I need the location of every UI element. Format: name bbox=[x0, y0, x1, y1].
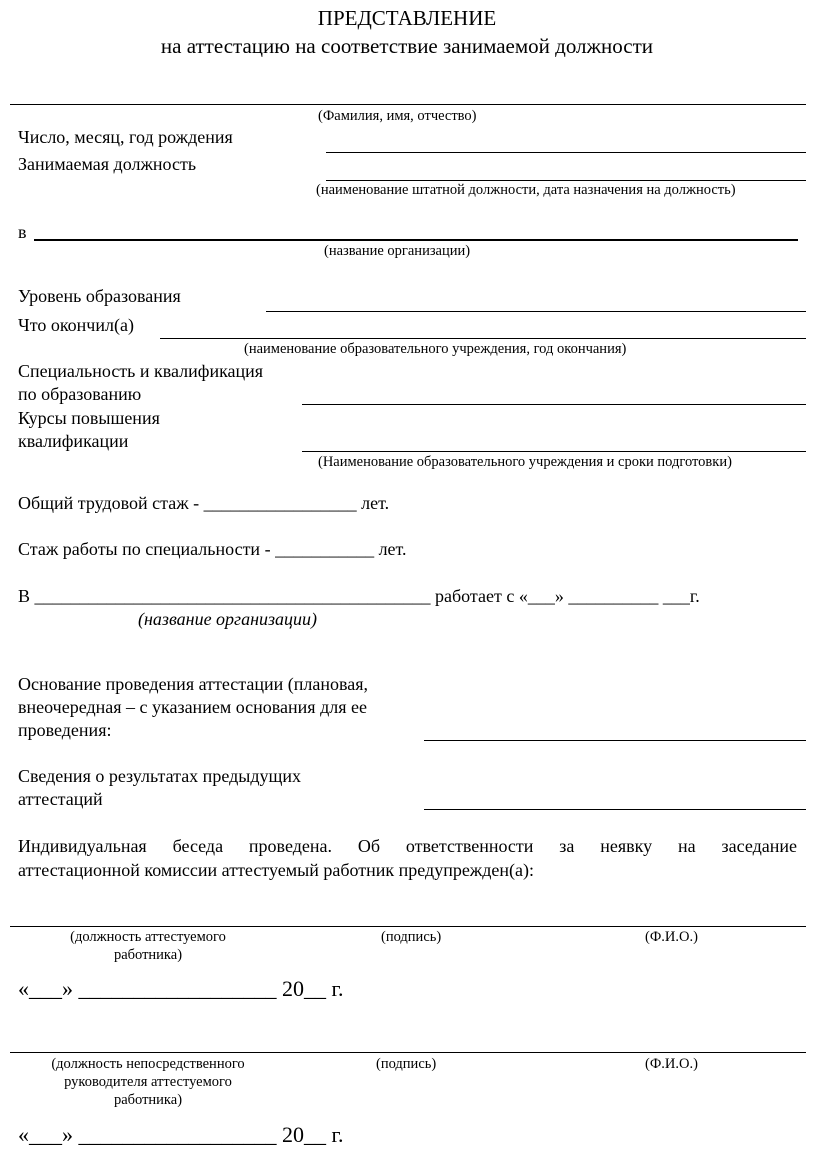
employee-signature-line[interactable] bbox=[10, 926, 806, 927]
org-caption: (название организации) bbox=[324, 243, 471, 259]
manager-position-caption-line-3: работника) bbox=[113, 1092, 183, 1108]
manager-signature-line[interactable] bbox=[10, 1052, 806, 1053]
birth-date-label: Число, месяц, год рождения bbox=[18, 127, 233, 147]
works-since-line[interactable]: В ____________________________________________ работает с «___» __________ ___г. bbox=[18, 586, 700, 606]
fio-field[interactable] bbox=[10, 104, 806, 105]
specialty-experience-label: Стаж работы по специальности - bbox=[18, 539, 271, 559]
employee-position-caption-line-1: (должность аттестуемого bbox=[70, 929, 226, 945]
works-org-caption: (название организации) bbox=[138, 609, 318, 629]
total-experience-unit: лет. bbox=[361, 493, 390, 513]
total-experience-row bbox=[18, 493, 389, 514]
graduated-field[interactable] bbox=[160, 338, 806, 339]
org-field[interactable] bbox=[34, 239, 798, 241]
manager-signature-caption: (подпись) bbox=[376, 1056, 437, 1072]
specialty-experience-unit: лет. bbox=[378, 539, 407, 559]
specialty-label-line-2: по образованию bbox=[18, 384, 142, 404]
basis-field[interactable] bbox=[424, 740, 806, 741]
specialty-experience-row bbox=[18, 539, 407, 560]
interview-text-line-2: аттестационной комиссии аттестуемый работник предупрежден(а): bbox=[18, 860, 535, 880]
manager-date-line[interactable]: «___» __________________ 20__ г. bbox=[18, 1122, 344, 1147]
graduated-label: Что окончил(а) bbox=[18, 315, 134, 335]
employee-fio-caption: (Ф.И.О.) bbox=[645, 929, 698, 945]
basis-label-line-1: Основание проведения аттестации (плановая, bbox=[18, 674, 369, 694]
specialty-label-line-1: Специальность и квалификация bbox=[18, 361, 264, 381]
total-experience-field[interactable]: _________________ bbox=[203, 493, 357, 513]
interview-text-line-1: Индивидуальная беседа проведена. Об ответственности за неявку на заседание bbox=[18, 836, 797, 856]
org-prefix: в bbox=[18, 222, 27, 242]
courses-label-line-2: квалификации bbox=[18, 431, 129, 451]
document-title: ПРЕДСТАВЛЕНИЕ bbox=[317, 6, 497, 30]
birth-date-field[interactable] bbox=[326, 152, 806, 153]
basis-label-line-3: проведения: bbox=[18, 720, 112, 740]
education-level-field[interactable] bbox=[266, 311, 806, 312]
fio-caption: (Фамилия, имя, отчество) bbox=[318, 108, 477, 124]
previous-attestations-field[interactable] bbox=[424, 809, 806, 810]
previous-attestations-label-line-2: аттестаций bbox=[18, 789, 103, 809]
manager-position-caption-line-2: руководителя аттестуемого bbox=[64, 1074, 232, 1090]
previous-attestations-label-line-1: Сведения о результатах предыдущих bbox=[18, 766, 301, 786]
education-level-label: Уровень образования bbox=[18, 286, 181, 306]
manager-position-caption-line-1: (должность непосредственного bbox=[51, 1056, 245, 1072]
specialty-experience-field[interactable]: ___________ bbox=[275, 539, 375, 559]
courses-caption: (Наименование образовательного учреждения и сроки подготовки) bbox=[318, 454, 732, 470]
document-subtitle: на аттестацию на соответствие занимаемой должности bbox=[160, 34, 654, 58]
position-field[interactable] bbox=[326, 180, 806, 181]
graduated-caption: (наименование образовательного учреждения, год окончания) bbox=[244, 341, 627, 357]
basis-label-line-2: внеочередная – с указанием основания для ее bbox=[18, 697, 367, 717]
position-caption: (наименование штатной должности, дата назначения на должность) bbox=[316, 182, 736, 198]
employee-signature-caption: (подпись) bbox=[381, 929, 442, 945]
manager-fio-caption: (Ф.И.О.) bbox=[645, 1056, 698, 1072]
employee-date-line[interactable]: «___» __________________ 20__ г. bbox=[18, 976, 344, 1001]
specialty-field[interactable] bbox=[302, 404, 806, 405]
position-label: Занимаемая должность bbox=[18, 154, 197, 174]
employee-position-caption-line-2: работника) bbox=[113, 947, 183, 963]
courses-field[interactable] bbox=[302, 451, 806, 452]
courses-label-line-1: Курсы повышения bbox=[18, 408, 160, 428]
total-experience-label: Общий трудовой стаж - bbox=[18, 493, 200, 513]
